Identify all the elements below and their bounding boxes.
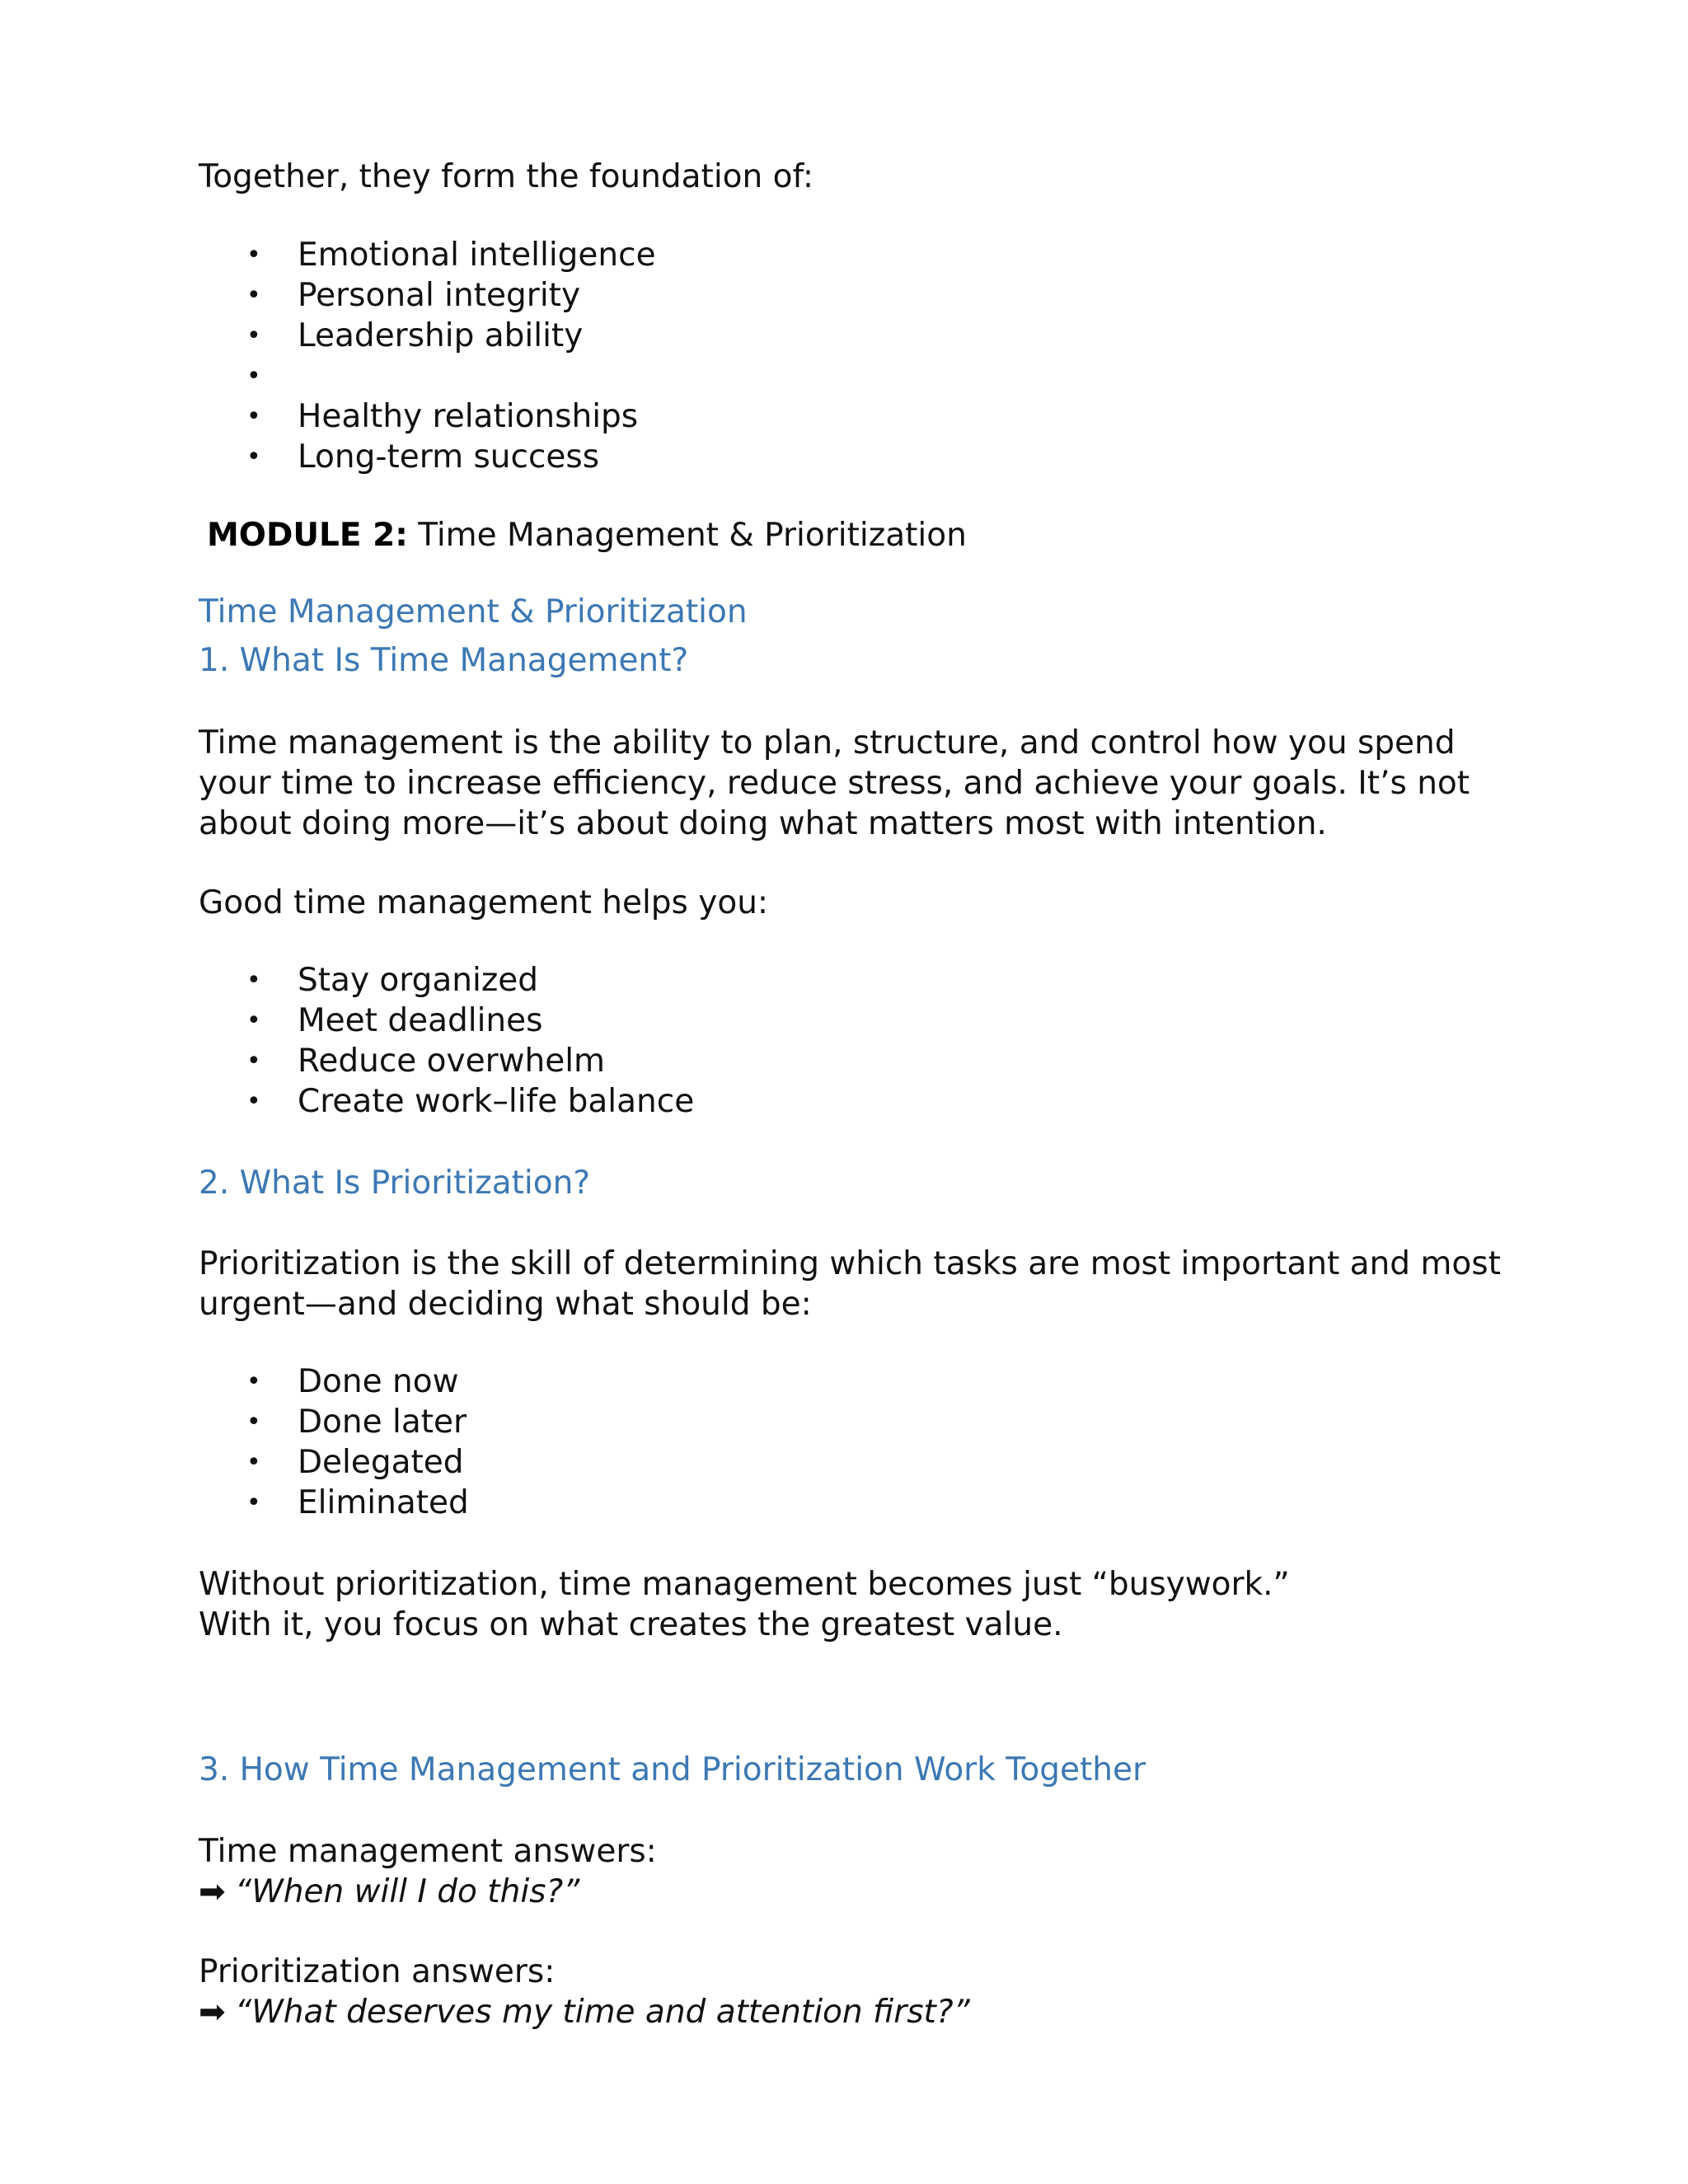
heading-what-is-time-management: 1. What Is Time Management? — [199, 642, 689, 679]
time-management-lead: Good time management helps you: — [199, 884, 769, 921]
module-heading — [207, 515, 967, 555]
prioritization-paragraph: Prioritization is the skill of determining which tasks are most important and most urgent—and deciding what should be: — [199, 1245, 1501, 1323]
prioritization-answer: ➡ “What deserves my time and attention first?” — [199, 1994, 970, 2031]
bullet-icon: • — [246, 281, 261, 310]
section-title: Time Management & Prioritization — [199, 593, 748, 630]
module-label: MODULE 2: — [207, 517, 408, 554]
list-item: • Personal integrity — [246, 277, 581, 314]
list-item: • Done now — [246, 1363, 459, 1400]
list-item: • Create work–life balance — [246, 1083, 695, 1120]
heading-how-they-work-together: 3. How Time Management and Prioritization Work Together — [199, 1751, 1146, 1788]
bullet-icon: • — [246, 1448, 261, 1477]
prioritization-closing-2: With it, you focus on what creates the greatest value. — [199, 1606, 1063, 1643]
bullet-icon: • — [246, 321, 261, 350]
list-item: • Long-term success — [246, 438, 600, 476]
bullet-icon: • — [246, 241, 261, 269]
bullet-icon: • — [246, 1087, 261, 1116]
bullet-icon: • — [246, 1488, 261, 1517]
bullet-icon: • — [246, 443, 261, 471]
list-item: • Leadership ability — [246, 317, 584, 354]
bullet-icon: • — [246, 1047, 261, 1076]
list-item: • Meet deadlines — [246, 1002, 543, 1039]
time-management-answers-label: Time management answers: — [199, 1833, 657, 1870]
time-management-paragraph: Time management is the ability to plan, structure, and control how you spend your time to increase efficiency, reduce stress, and achieve your goals. It’s not about doing more—it’s about doing what matters most with intention. — [199, 724, 1470, 842]
heading-what-is-prioritization: 2. What Is Prioritization? — [199, 1165, 591, 1202]
bullet-icon: • — [246, 1367, 261, 1396]
bullet-icon: • — [246, 966, 261, 995]
prioritization-list — [199, 1361, 469, 1523]
arrow-right-icon: ➡ — [199, 1873, 226, 1910]
arrow-right-icon: ➡ — [199, 1994, 226, 2031]
bullet-icon: • — [246, 362, 261, 391]
list-item: • Reduce overwhelm — [246, 1043, 606, 1080]
list-item — [199, 356, 656, 396]
list-item: • Eliminated — [246, 1484, 469, 1521]
bullet-icon: • — [246, 1408, 261, 1436]
foundation-list — [199, 235, 656, 477]
intro-text: Together, they form the foundation of: — [199, 158, 814, 195]
list-item: • Emotional intelligence — [246, 237, 656, 274]
time-management-answer: ➡ “When will I do this?” — [199, 1873, 580, 1910]
list-item: • Stay organized — [246, 962, 539, 999]
time-management-benefits-list — [199, 960, 694, 1122]
module-title: Time Management & Prioritization — [407, 517, 967, 554]
prioritization-closing-1: Without prioritization, time management becomes just “busywork.” — [199, 1566, 1290, 1603]
list-item: • Done later — [246, 1404, 467, 1441]
prioritization-answers-label: Prioritization answers: — [199, 1953, 556, 1990]
bullet-icon: • — [246, 1006, 261, 1035]
list-item: • Delegated — [246, 1444, 464, 1481]
bullet-icon: • — [246, 402, 261, 431]
list-item: • Healthy relationships — [246, 398, 639, 435]
